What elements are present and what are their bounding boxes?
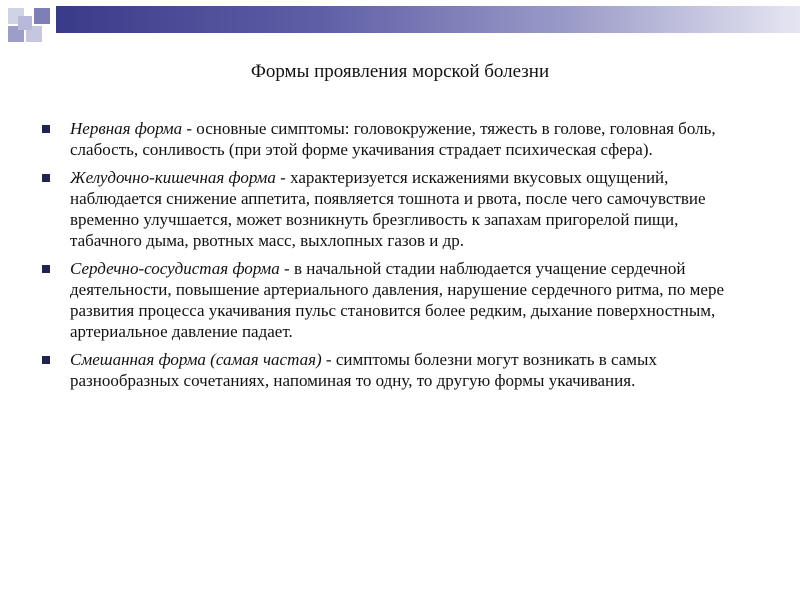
list-item [40,167,740,251]
form-description: - основные симптомы: головокружение, тяжесть в голове, головная боль, слабость, сонливость (при этой форме укачивания страдает психическая сфера). [70,119,716,159]
form-description: - характеризуется искажениями вкусовых ощущений, наблюдается снижение аппетита, появляется тошнота и рвота, после чего самочувствие временно улучшается, может возникнуть брезгливость к запахам пригорелой пищи, табачного дыма, рвотных масс, выхлопных газов и др. [70,168,706,250]
list-item [40,258,740,342]
form-term: Сердечно-сосудистая форма [70,259,280,278]
decor-square [34,8,50,24]
bullet-list [40,118,740,398]
list-item [40,118,740,160]
form-description: - в начальной стадии наблюдается учащение сердечной деятельности, повышение артериального давления, нарушение сердечного ритма, по мере развития процесса укачивания пульс становится более редким, дыхание поверхностным, артериальное давление падает. [70,259,725,341]
form-term: Желудочно-кишечная форма [70,168,276,187]
square-bullet-icon [42,125,50,133]
slide-title: Формы проявления морской болезни [250,61,550,82]
square-bullet-icon [42,265,50,273]
form-term: Смешанная форма (самая частая) [70,350,322,369]
form-term: Нервная форма [70,119,183,138]
square-bullet-icon [42,174,50,182]
header-gradient-band [56,6,800,33]
square-bullet-icon [42,356,50,364]
form-description: - симптомы болезни могут возникать в самых разнообразных сочетаниях, напоминая то одну, то другую формы укачивания. [70,350,657,390]
decor-square [18,16,32,30]
list-item [40,349,740,391]
